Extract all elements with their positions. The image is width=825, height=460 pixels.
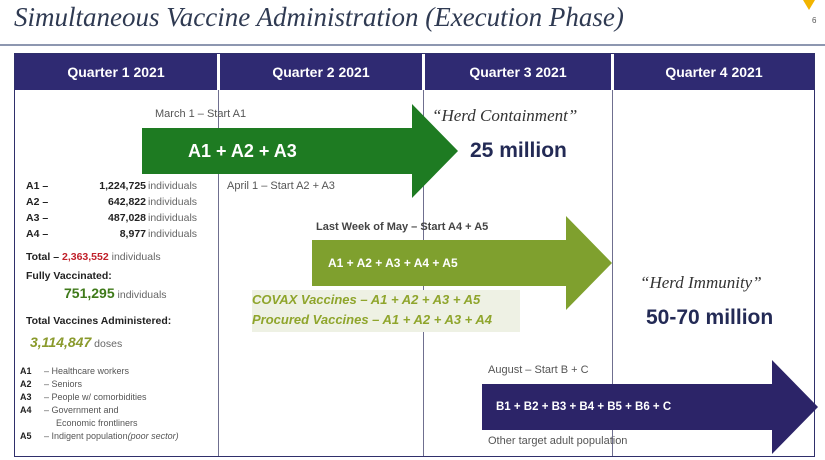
priority-group-legend	[20, 365, 179, 443]
legend-row	[20, 417, 179, 430]
total-label: Total –	[26, 251, 60, 263]
title-divider	[0, 44, 825, 46]
covax-vaccines-line: COVAX Vaccines – A1 + A2 + A3 + A5	[252, 292, 481, 307]
stat-row	[26, 194, 197, 210]
herd-immunity-quote: “Herd Immunity”	[640, 273, 762, 292]
stat-unit: individuals	[148, 212, 198, 224]
phase3-start-label: August – Start B + C	[488, 364, 589, 376]
legend-text: – People w/ comorbidities	[44, 392, 147, 402]
procured-vaccines-line: Procured Vaccines – A1 + A2 + A3 + A4	[252, 312, 493, 327]
quarter-header-q2: Quarter 2 2021	[220, 54, 422, 90]
fully-vaccinated-value: 751,295	[64, 285, 115, 301]
vaccination-stats	[26, 178, 197, 242]
legend-key: A2	[20, 379, 32, 389]
fully-vaccinated-label: Fully Vaccinated:	[26, 270, 112, 282]
phase2-arrow-label: A1 + A2 + A3 + A4 + A5	[328, 256, 458, 270]
total-unit: individuals	[111, 251, 161, 263]
stat-row	[26, 226, 197, 242]
legend-key: A1	[20, 366, 32, 376]
legend-key: A5	[20, 431, 32, 441]
legend-text: Economic frontliners	[56, 418, 138, 428]
stat-value: 1,224,725	[99, 180, 146, 192]
phase1-start-label: March 1 – Start A1	[155, 108, 247, 120]
logo-icon	[803, 0, 815, 10]
phase1-after-label: April 1 – Start A2 + A3	[227, 180, 335, 192]
total-administered-line	[30, 334, 122, 350]
total-administered-value: 3,114,847	[30, 334, 92, 350]
slide-number: 6	[812, 16, 817, 25]
quarter-header-q3: Quarter 3 2021	[425, 54, 611, 90]
herd-containment-quote: “Herd Containment”	[432, 106, 578, 125]
stat-row	[26, 178, 197, 194]
legend-key: A4	[20, 405, 32, 415]
phase3-arrow-label: B1 + B2 + B3 + B4 + B5 + B6 + C	[496, 401, 672, 413]
stat-unit: individuals	[148, 228, 198, 240]
legend-text: – Healthcare workers	[44, 366, 130, 376]
quarter-header-q4: Quarter 4 2021	[614, 54, 814, 90]
legend-text: – Seniors	[44, 379, 83, 389]
fully-vaccinated-line	[64, 285, 167, 301]
phase2-start-label: Last Week of May – Start A4 + A5	[316, 221, 489, 233]
legend-note: (poor sector)	[127, 431, 179, 441]
legend-row	[20, 430, 179, 443]
total-line	[26, 251, 161, 263]
quarter-header-q1: Quarter 1 2021	[15, 54, 217, 90]
stat-unit: individuals	[148, 196, 198, 208]
total-administered-label: Total Vaccines Administered:	[26, 315, 172, 327]
stat-value: 642,822	[108, 196, 146, 208]
legend-text: – Government and	[44, 405, 119, 415]
legend-row	[20, 404, 179, 417]
legend-key: A3	[20, 392, 32, 402]
stat-key: A3 –	[26, 212, 49, 224]
total-value: 2,363,552	[61, 251, 109, 263]
phase1-arrow-label: A1 + A2 + A3	[188, 140, 297, 161]
stat-key: A1 –	[26, 180, 49, 192]
stat-key: A2 –	[26, 196, 49, 208]
legend-key	[20, 417, 56, 430]
legend-row	[20, 378, 179, 391]
herd-containment-target: 25 million	[470, 139, 567, 162]
stat-value: 8,977	[119, 228, 146, 240]
stat-key: A4 –	[26, 228, 49, 240]
total-administered-unit: doses	[94, 338, 123, 350]
legend-row	[20, 365, 179, 378]
legend-text: – Indigent population	[44, 431, 128, 441]
herd-immunity-target: 50-70 million	[646, 306, 774, 329]
stat-unit: individuals	[148, 180, 198, 192]
legend-row	[20, 391, 179, 404]
fully-vaccinated-unit: individuals	[117, 289, 167, 301]
stat-row	[26, 210, 197, 226]
stat-value: 487,028	[108, 212, 146, 224]
slide-title: Simultaneous Vaccine Administration (Execution Phase)	[14, 2, 624, 32]
phase3-after-label: Other target adult population	[488, 435, 628, 447]
